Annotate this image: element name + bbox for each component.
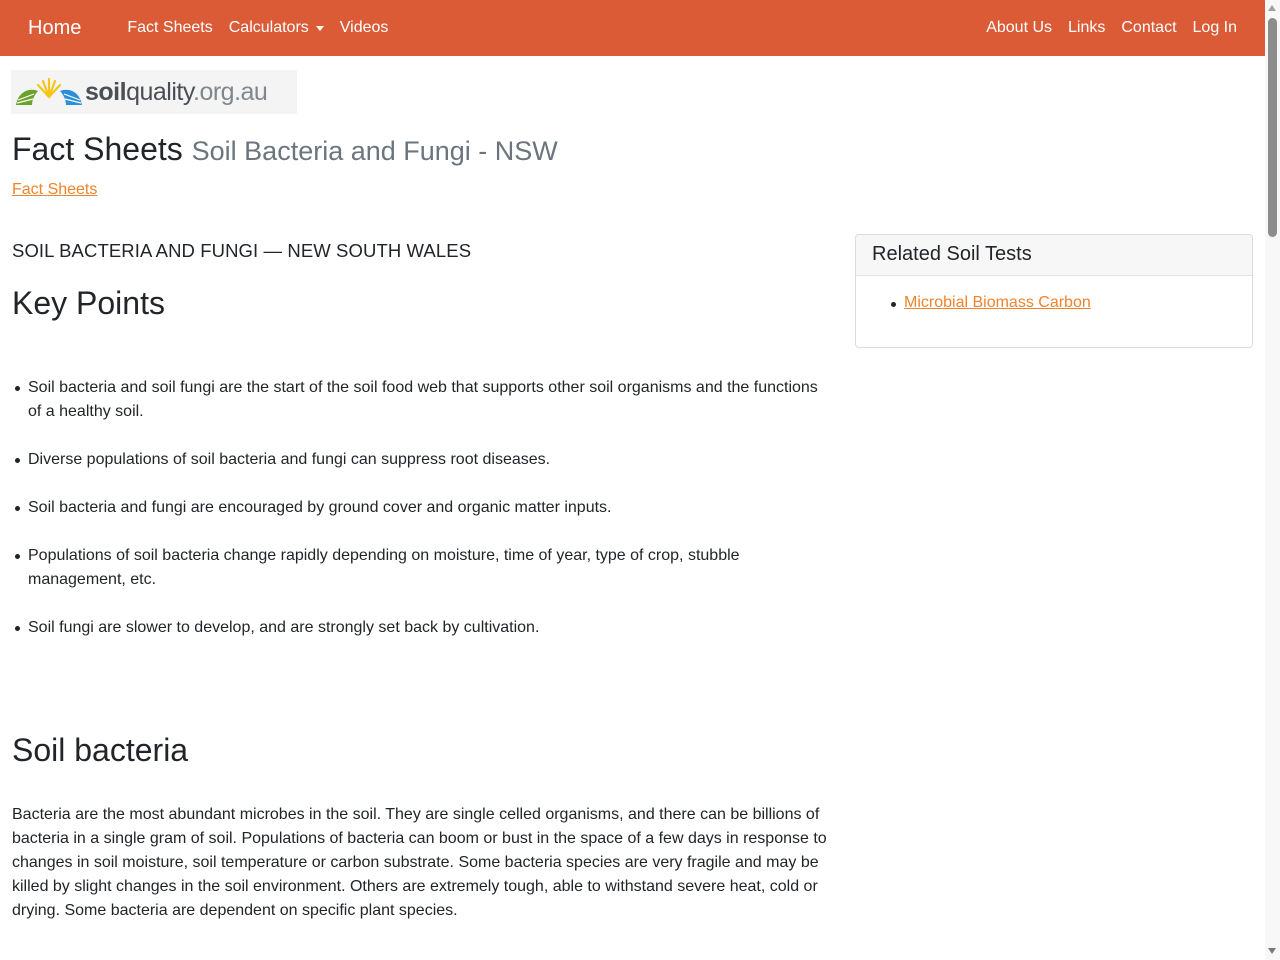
nav-fact-sheets[interactable]: Fact Sheets: [127, 19, 213, 36]
key-point-item: Populations of soil bacteria change rapidly depending on moisture, time of year, type of crop, stubble management, etc.: [12, 544, 832, 592]
key-point-item: Soil bacteria and soil fungi are the start of the soil food web that supports other soil organisms and the functions of a healthy soil.: [12, 376, 832, 424]
key-point-item: Soil fungi are slower to develop, and are strongly set back by cultivation.: [12, 616, 832, 640]
sunburst-logo-icon: [14, 75, 84, 109]
related-soil-tests-body: [856, 276, 1252, 312]
page-title-subtitle: Soil Bacteria and Fungi - NSW: [191, 136, 558, 166]
logo-text-soil: soil: [85, 77, 127, 106]
key-points-heading: Key Points: [12, 285, 165, 321]
logo-text: [85, 78, 267, 107]
main-content: [12, 240, 832, 923]
nav-calculators-label: Calculators: [228, 19, 309, 36]
nav-contact[interactable]: Contact: [1121, 19, 1177, 36]
fact-sheet-subtitle: SOIL BACTERIA AND FUNGI — NEW SOUTH WALES: [12, 240, 472, 261]
related-soil-tests-card: [855, 234, 1253, 348]
scroll-down-arrow-icon[interactable]: [1268, 948, 1276, 954]
vertical-scrollbar[interactable]: [1265, 0, 1280, 960]
related-soil-tests-title: Related Soil Tests: [856, 235, 1252, 276]
top-navbar: [0, 0, 1265, 56]
nav-left-group: [28, 17, 396, 40]
nav-right-group: [978, 19, 1245, 37]
nav-videos[interactable]: Videos: [339, 19, 389, 36]
page-title: [12, 131, 558, 168]
key-point-item: Diverse populations of soil bacteria and fungi can suppress root diseases.: [12, 448, 832, 472]
nav-links[interactable]: Links: [1068, 19, 1106, 36]
logo-text-tld: .org.au: [193, 77, 268, 106]
scrollbar-thumb[interactable]: [1268, 18, 1277, 237]
related-test-item: [890, 294, 1236, 312]
scroll-up-arrow-icon[interactable]: [1268, 5, 1276, 11]
key-points-list: [12, 376, 832, 640]
nav-calculators-dropdown[interactable]: [221, 19, 332, 37]
soil-bacteria-heading: Soil bacteria: [12, 732, 189, 768]
soil-bacteria-paragraph: Bacteria are the most abundant microbes in the soil. They are single celled organisms, and there can be billions of bacteria in a single gram of soil. Populations of bacteria can boom or bust in the space of a few days in response to changes in soil moisture, soil temperature or carbon substrate. Some bacteria species are very fragile and may be killed by slight changes in the soil environment. Others are extremely tough, able to withstand severe heat, cold or drying. Some bacteria are dependent on specific plant species.: [12, 806, 827, 919]
key-point-item: Soil bacteria and fungi are encouraged by ground cover and organic matter inputs.: [12, 496, 832, 520]
related-tests-list: [890, 294, 1236, 312]
breadcrumb-fact-sheets[interactable]: Fact Sheets: [12, 181, 98, 198]
nav-about-us[interactable]: About Us: [986, 19, 1053, 36]
nav-log-in[interactable]: Log In: [1192, 19, 1237, 36]
caret-down-icon: [316, 26, 324, 31]
site-logo[interactable]: [11, 70, 297, 114]
microbial-biomass-carbon-link[interactable]: Microbial Biomass Carbon: [904, 294, 1091, 311]
logo-text-quality: quality: [126, 77, 193, 106]
page-title-main: Fact Sheets: [12, 131, 183, 167]
home-link[interactable]: Home: [28, 16, 82, 39]
